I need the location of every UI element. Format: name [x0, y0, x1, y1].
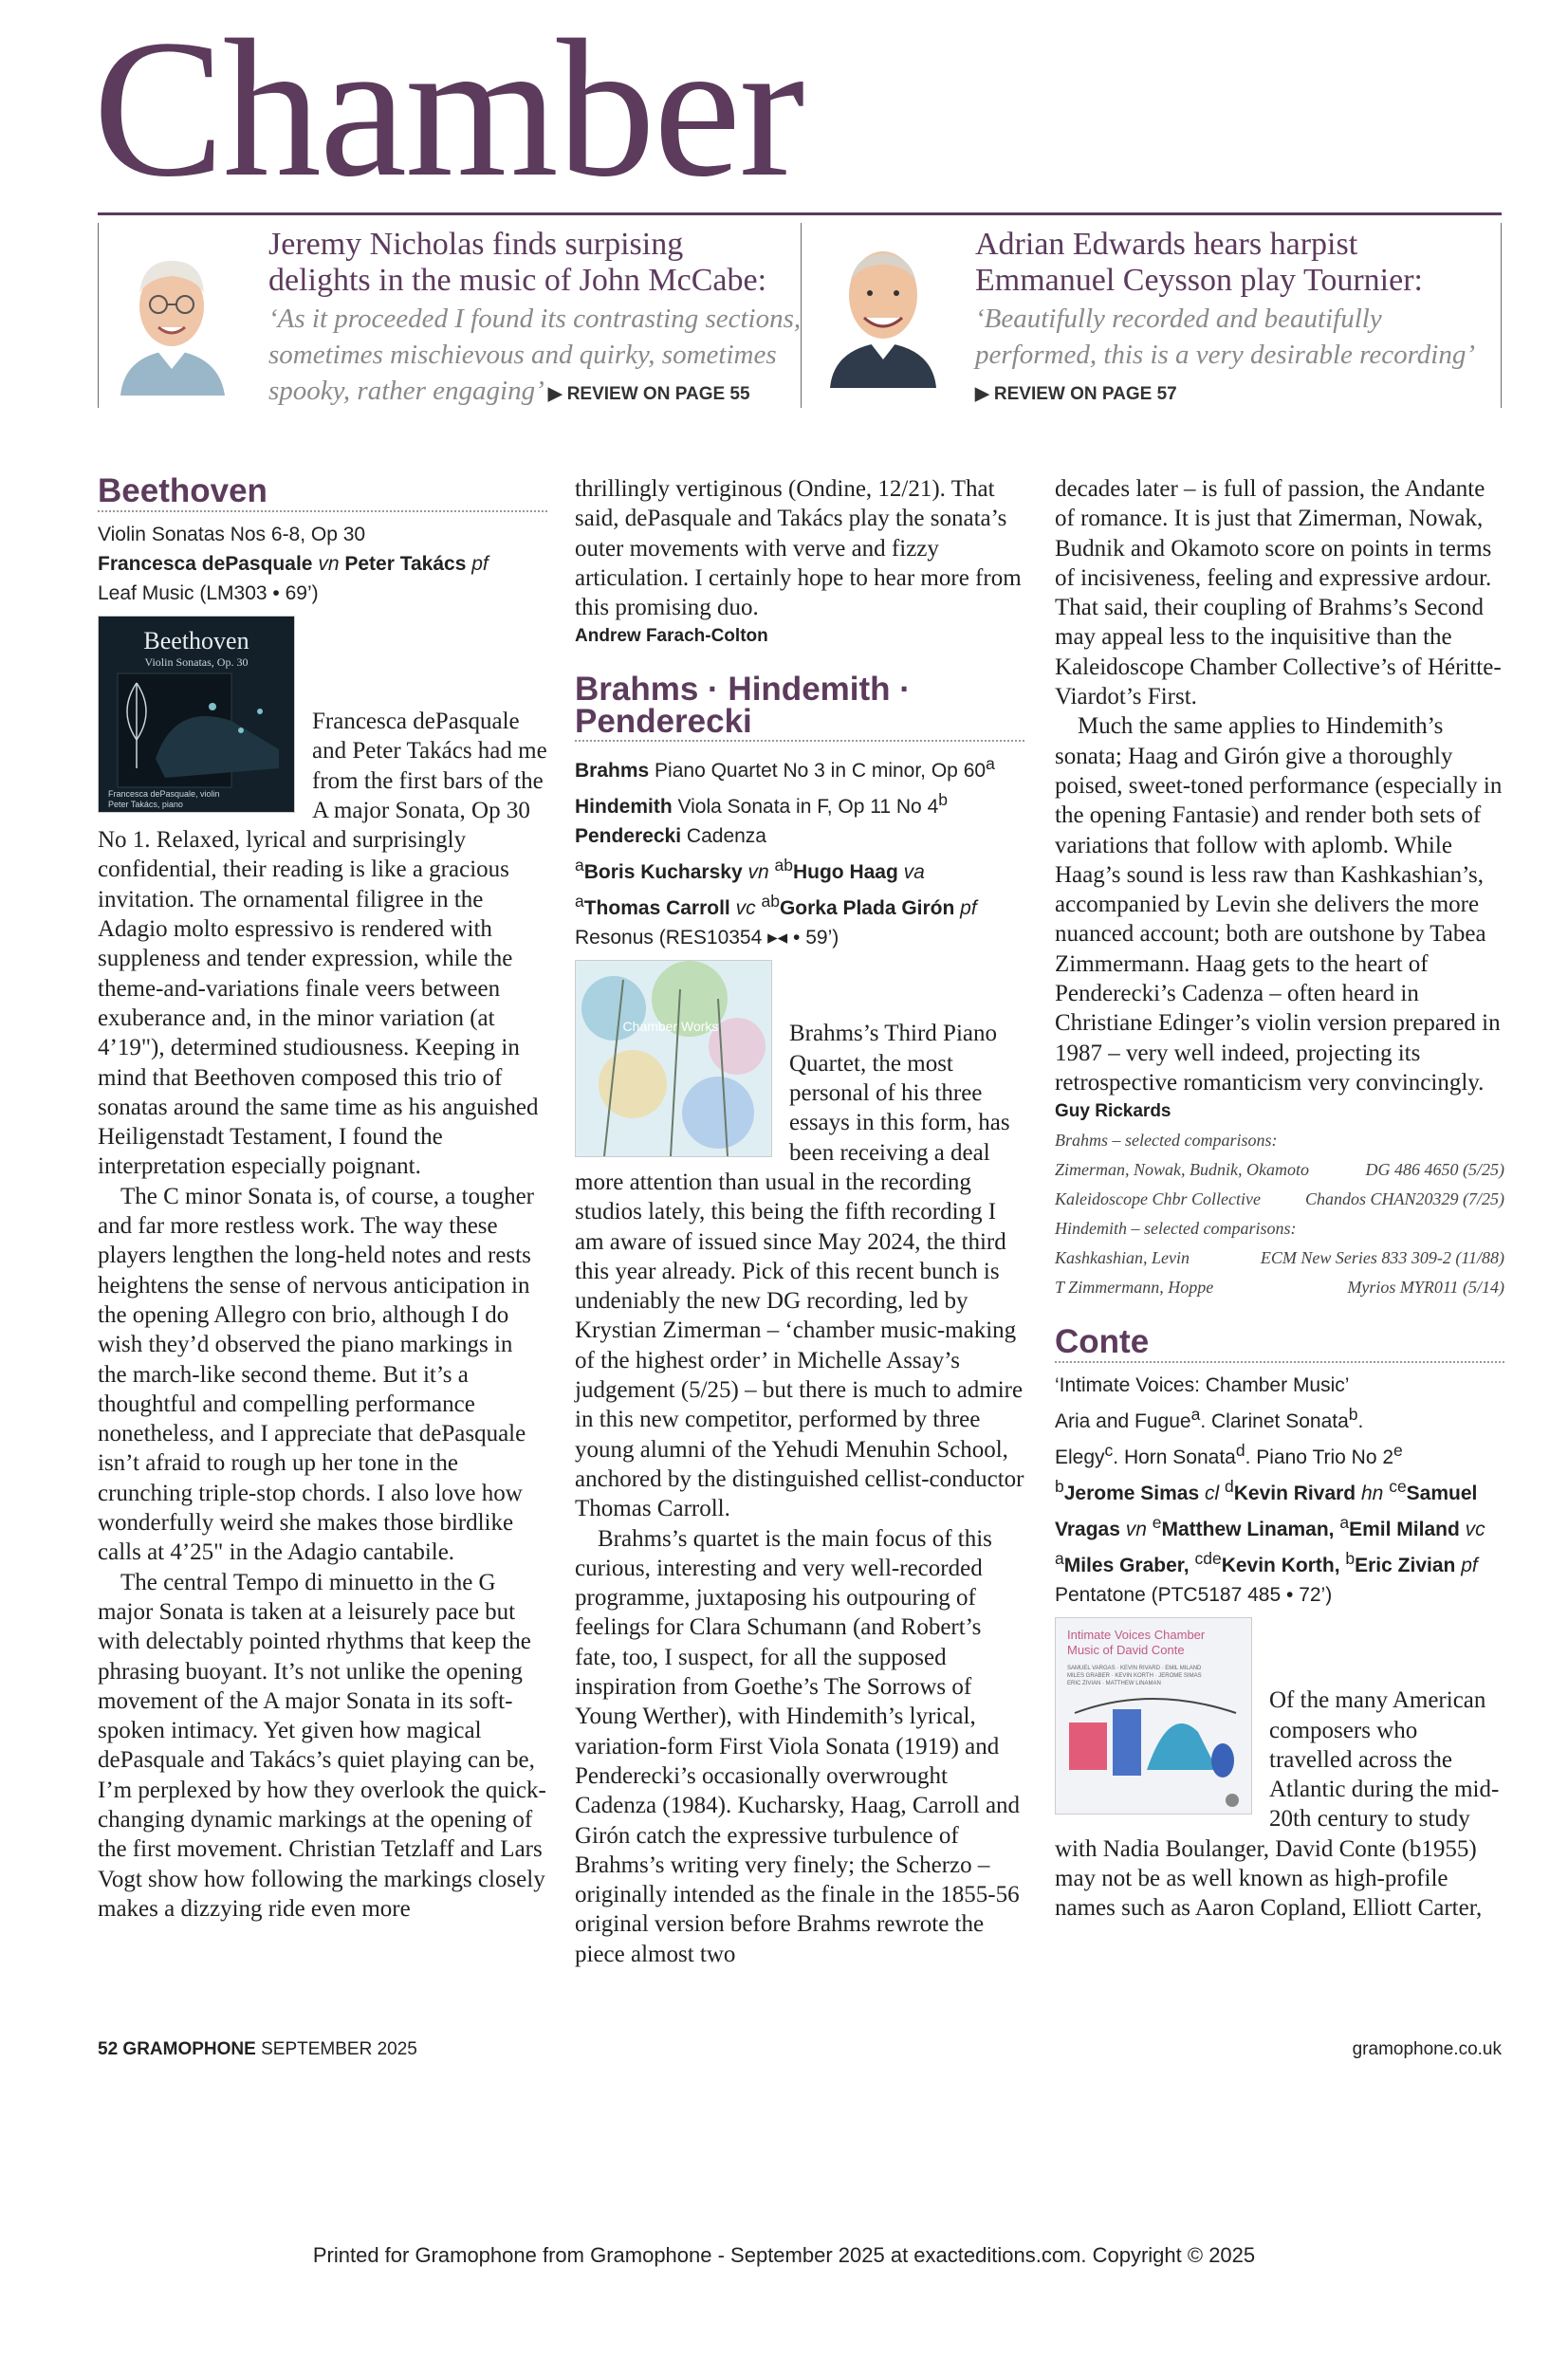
cover-title: Beethoven [143, 627, 249, 654]
cover-title: Music of David Conte [1067, 1643, 1185, 1658]
paragraph: Francesca dePasquale and Peter Takács had me from the first bars of the A major Sonata, Op 30 No 1. Relaxed, lyrical and surprisingly confidential, their reading is like a gracious invitation. The ornamental filigree in the Adagio molto espressivo is rendered with suppleness and tender expression, while the theme-and-variations finale veers between exuberance and, in the minor variation (at 4’19"), determined studiousness. Keeping in mind that Beethoven composed this trio of sonatas around the same time as his anguished Heiligenstadt Testament, I found the interpretation especially poignant. [98, 709, 547, 1180]
performers: Vragas vn $^e$Matthew Linaman, $^a$Emil Miland vc [1055, 1513, 1485, 1541]
work-title: Penderecki Cadenza [575, 825, 766, 848]
reviewer-name: Andrew Farach-Colton [575, 626, 768, 647]
composer-heading: Conte [1055, 1325, 1504, 1363]
page-footer: 52 GRAMOPHONE SEPTEMBER 2025 [98, 2039, 417, 2059]
pick-quote: ‘Beautifully recorded and beautifully performed, this is a very desirable recording’ ▶ REVIEW ON PAGE 57 [975, 304, 1476, 404]
reviewer-portrait-illustration [111, 244, 232, 396]
print-credit: Printed for Gramophone from Gramophone - September 2025 at exacteditions.com. Copyright © 2025 [312, 2243, 1256, 2267]
paragraph: decades later – is full of passion, the Andante of romance. It is just that Zimerman, Nowak, Budnik and Okamoto score on points in terms of incisiveness, feeling and expressive ardour. That said, their coupling of Brahms’s Second may appeal less to the inquisitive than the Kaleidoscope Chamber Collective’s of Héritte-Viardot’s First. [1055, 476, 1502, 710]
review-link[interactable]: ▶ REVIEW ON PAGE 55 [547, 384, 750, 404]
performers: Francesca dePasquale vn Peter Takács pf [98, 553, 489, 575]
column-2 [575, 474, 1024, 1969]
paragraph: thrillingly vertiginous (Ondine, 12/21). That said, dePasquale and Takács play the sonata’s outer movements with verve and fizzy articulation. I certainly hope to hear more from this promising duo. [575, 476, 1022, 621]
work-title: Aria and Fugue$^a$. Clarinet Sonata$^b$. [1055, 1405, 1364, 1433]
divider [801, 223, 802, 408]
column-1 [98, 474, 547, 1924]
site-url[interactable]: gramophone.co.uk [1352, 2039, 1502, 2059]
work-title: Brahms Piano Quartet No 3 in C minor, Op 60$^a$ [575, 754, 995, 783]
composer-heading: Beethoven [98, 474, 547, 512]
label-catalogue: Leaf Music (LM303 • 69’) [98, 582, 319, 604]
composer-heading: Brahms · Hindemith · Penderecki [575, 673, 1024, 742]
cover-credit: Francesca dePasquale, violin [108, 789, 220, 799]
section-title: Chamber [93, 0, 803, 217]
album-title: ‘Intimate Voices: Chamber Music’ [1055, 1374, 1350, 1397]
review-body [98, 608, 547, 1924]
album-cover [1055, 1617, 1252, 1815]
pick-headline: Jeremy Nicholas finds surpising delights in the music of John McCabe: [268, 227, 767, 298]
review-body [575, 474, 1024, 622]
pick-quote: ‘As it proceeded I found its contrasting sections, sometimes mischievous and quirky, sometimes spooky, rather engaging’ ▶ REVIEW ON PAGE 55 [268, 304, 802, 406]
cover-title: Chamber Works [622, 1019, 719, 1035]
reviewer-portrait-illustration [822, 236, 944, 388]
cover-names: ERIC ZIVIAN · MATTHEW LINAMAN [1067, 1681, 1161, 1687]
album-cover [98, 616, 295, 813]
review-body [1055, 474, 1504, 1097]
performers: $^b$Jerome Simas cl $^d$Kevin Rivard hn $^{ce}$Samuel [1055, 1477, 1478, 1505]
work-title: Violin Sonatas Nos 6-8, Op 30 [98, 524, 366, 545]
paragraph: Brahms’s Third Piano Quartet, the most personal of his three essays in this form, has been receiving a deal more attention than usual in the recording studios lately, this being the fifth recording I am aware of issued since May 2024, the third this year already. Pick of this recent bunch is undeniably the new DG recording, led by Krystian Zimerman – ‘chamber music-making of the highest order’ in Michelle Assay’s judgement (5/25) – but there is much to admire in this new competitor, performed by three young alumni of the Yehudi Menuhin School, anchored by the distinguished cellist-conductor Thomas Carroll. [575, 1021, 1024, 1522]
work-title: Hindemith Viola Sonata in F, Op 11 No 4$^b$ [575, 790, 948, 819]
label-catalogue: Resonus (RES10354 ▸◂ • 59’) [575, 927, 839, 949]
review-link[interactable]: ▶ REVIEW ON PAGE 57 [975, 384, 1177, 404]
work-title: Elegy$^c$. Horn Sonata$^d$. Piano Trio No 2e [1055, 1441, 1403, 1469]
divider [1501, 223, 1502, 408]
paragraph: Of the many American composers who travelled across the Atlantic during the mid-20th century to study with Nadia Boulanger, David Conte (b1955) may not be as well known as high-profile names such as Aaron Copland, Elliott Carter, [1055, 1687, 1500, 1922]
cover-names: MILES GRABER · KEVIN KORTH · JEROME SIMAS [1067, 1673, 1202, 1680]
reviewer-name: Guy Rickards [1055, 1101, 1171, 1122]
performers: $^a$Thomas Carroll vc $^{ab}$Gorka Plada Girón pf [575, 892, 977, 920]
divider [98, 223, 99, 408]
performers: $^a$Boris Kucharsky vn $^{ab}$Hugo Haag va [575, 856, 925, 884]
featured-picks [98, 212, 1502, 406]
paragraph: The central Tempo di minuetto in the G major Sonata is taken at a leisurely pace but with delectably pointed rhythms that keep the phrasing buoyant. It’s not unlike the opening movement of the A major Sonata in its soft-spoken intimacy. Yet given how magical dePasquale and Takács’s quiet playing can be, I’m perplexed by how they overlook the quick-changing dynamic markings at the opening of the first movement. Christian Tetzlaff and Lars Vogt show how following the markings closely makes a dizzying ride even more [98, 1569, 546, 1922]
paragraph: The C minor Sonata is, of course, a tougher and far more restless work. The way these players lengthen the long-held notes and rests heightens the sense of nervous anticipation in the opening Allegro con brio, although I do wish they’d observed the piano markings in the march-like second theme. But it’s a thoughtful and compelling performance nonetheless, and I appreciate that dePasquale isn’t afraid to rough up her tone in the crunching triple-stop chords. I also love how wonderfully weird she makes those birdlike calls at 4’25" in the Adagio cantabile. [98, 1183, 535, 1566]
cover-credit: Peter Takács, piano [108, 800, 183, 809]
review-body [575, 952, 1024, 1969]
label-catalogue: Pentatone (PTC5187 485 • 72’) [1055, 1584, 1333, 1607]
column-3 [1055, 474, 1504, 1924]
performers: $^a$Miles Graber, $^{cde}$Kevin Korth, $^b$Eric Zivian pf [1055, 1549, 1478, 1577]
cover-subtitle: Violin Sonatas, Op. 30 [144, 655, 249, 669]
review-body [1055, 1610, 1504, 1923]
paragraph: Brahms’s quartet is the main focus of this curious, interesting and very well-recorded programme, juxtaposing his outpouring of feelings for Clara Schumann (and Robert’s fate, too, I suspect, for all the supposed inspiration from Goethe’s The Sorrows of Young Werther), with Hindemith’s lyrical, variation-form First Viola Sonata (1919) and Penderecki’s occasionally overwrought Cadenza (1984). Kucharsky, Haag, Carroll and Girón catch the expressive turbulence of Brahms’s writing very finely; the Scherzo – originally intended as the finale in the 1855-56 original version before Brahms rewrote the piece almost two [575, 1525, 1021, 1967]
comparisons-list: Brahms – selected comparisons: Zimerman, Nowak, Budnik, Okamoto DG 486 4650 (5/25) Kaleidoscope Chbr Collective Chandos CHAN20329 (7/25) Hindemith – selected comparisons: Kashkashian, Levin ECM New Series 833 309-2 (11/88) T Zimmermann, Hoppe Myrios MYR011 (5/14) [1055, 1131, 1504, 1298]
paragraph: Much the same applies to Hindemith’s sonata; Haag and Girón give a thoroughly poised, sweet-toned performance (especially in the opening Fantasie) and render both sets of variations that follow with aplomb. While Haag’s sound is less raw than Kashkashian’s, accompanied by Levin she delivers the more nuanced account; both are outshone by Tabea Zimmermann. Haag gets to the heart of Penderecki’s Cadenza – often heard in Christiane Edinger’s violin version prepared in 1987 – very well indeed, projecting its retrospective romanticism very convincingly. [1055, 713, 1503, 1096]
cover-names: SAMUEL VARGAS · KEVIN RIVARD · EMIL MILAND [1067, 1666, 1202, 1672]
album-cover [575, 960, 772, 1157]
pick-headline: Adrian Edwards hears harpist Emmanuel Ceysson play Tournier: [975, 227, 1423, 298]
cover-title: Intimate Voices Chamber [1067, 1628, 1206, 1643]
